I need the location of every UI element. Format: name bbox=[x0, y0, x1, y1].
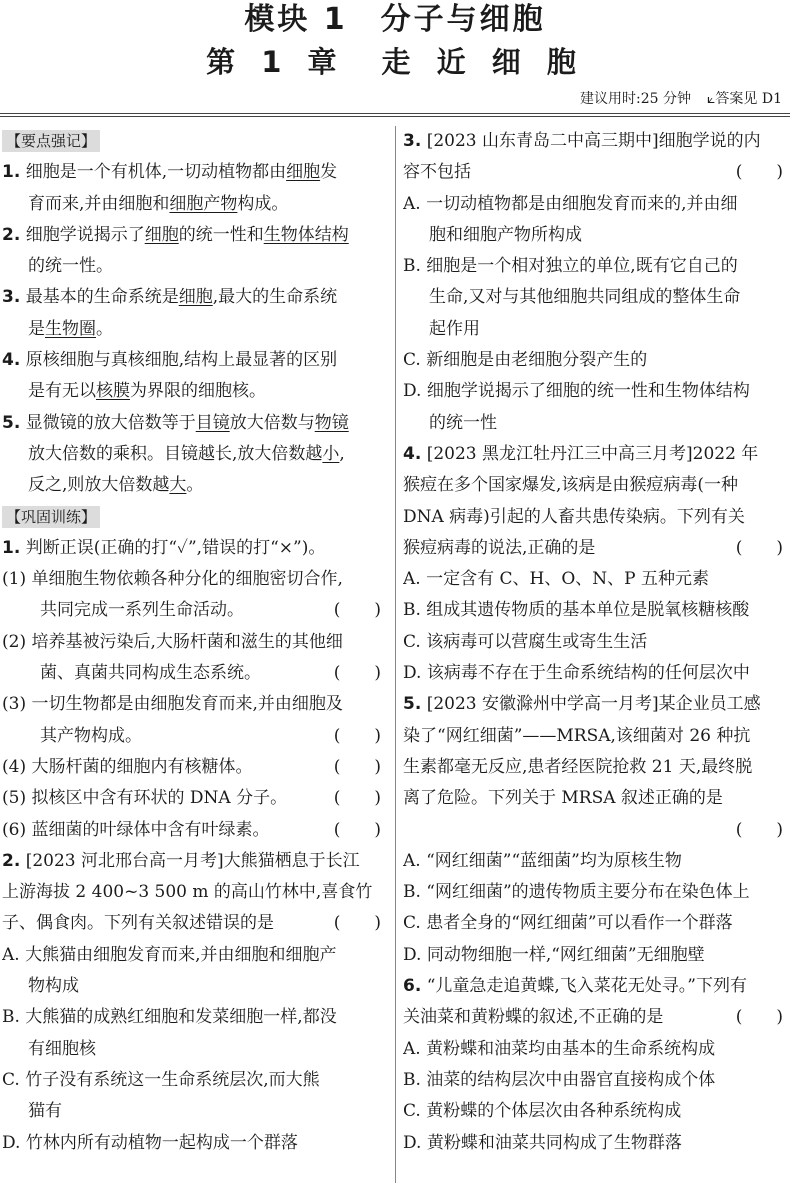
question-4-option-b[interactable]: B. 组成其遗传物质的基本单位是脱氧核糖核酸 bbox=[403, 600, 750, 621]
answer-blank[interactable]: ( ) bbox=[333, 913, 381, 934]
question-3-option-b-cont-2: 起作用 bbox=[429, 318, 480, 339]
time-info bbox=[580, 89, 782, 109]
answer-blank[interactable]: ( ) bbox=[333, 663, 381, 684]
question-1-item-6: (6) 蓝细菌的叶绿体中含有叶绿素。 ( ) bbox=[2, 815, 385, 846]
question-5-answer-line bbox=[403, 815, 787, 846]
question-3-option-d[interactable]: D. 细胞学说揭示了细胞的统一性和生物体结构 bbox=[403, 381, 750, 402]
question-4-stem-cont: 猴痘在多个国家爆发,该病是由猴痘病毒(一种 bbox=[403, 475, 739, 496]
question-6-option-b[interactable]: B. 油菜的结构层次中由器官直接构成个体 bbox=[403, 1069, 716, 1090]
question-1-item-3: (3) 一切生物都是由细胞发育而来,并由细胞及 bbox=[2, 694, 343, 715]
question-3-option-a-cont: 胞和细胞产物所构成 bbox=[429, 224, 582, 245]
question-6-option-c[interactable]: C. 黄粉蝶的个体层次由各种系统构成 bbox=[403, 1101, 682, 1122]
question-1-item-4: (4) 大肠杆菌的细胞内有核糖体。 ( ) bbox=[2, 752, 385, 783]
question-4-stem: 4. [2023 黑龙江牡丹江三中高三月考]2022 年 bbox=[403, 443, 759, 464]
question-5-stem: 5. [2023 安徽滁州中学高一月考]某企业员工感 bbox=[403, 694, 761, 715]
section-heading-practice: 【巩固训练】 bbox=[2, 502, 385, 533]
question-3-option-a[interactable]: A. 一切动植物都是由细胞发育而来的,并由细 bbox=[403, 193, 738, 214]
question-6-option-d[interactable]: D. 黄粉蝶和油菜共同构成了生物群落 bbox=[403, 1132, 682, 1153]
header-divider-2 bbox=[0, 116, 790, 117]
key-point-1: 1. 细胞是一个有机体,一切动植物都由细胞发 bbox=[2, 162, 338, 183]
answer-reference: ⟀答案见 D1 bbox=[707, 91, 782, 107]
question-2-option-c-cont: 猫有 bbox=[28, 1101, 62, 1122]
question-2-option-a-cont: 物构成 bbox=[28, 976, 79, 997]
question-5-option-d[interactable]: D. 同动物细胞一样,“网红细菌”无细胞壁 bbox=[403, 944, 705, 965]
column-divider bbox=[395, 126, 396, 1183]
module-title: 模块 1 分子与细胞 bbox=[244, 2, 546, 37]
question-1-item-1-cont: 共同完成一系列生命活动。 ( ) bbox=[2, 595, 385, 626]
question-4-option-a[interactable]: A. 一定含有 C、H、O、N、P 五种元素 bbox=[403, 569, 709, 590]
question-4-option-c[interactable]: C. 该病毒可以营腐生或寄生生活 bbox=[403, 631, 648, 652]
question-1-stem: 1. 判断正误(正确的打“✓”,错误的打“×”)。 bbox=[2, 537, 326, 558]
question-5-option-a[interactable]: A. “网红细菌”“蓝细菌”均为原核生物 bbox=[403, 850, 682, 871]
question-2-option-c[interactable]: C. 竹子没有系统这一生命系统层次,而大熊 bbox=[2, 1069, 320, 1090]
question-1-item-5: (5) 拟核区中含有环状的 DNA 分子。 ( ) bbox=[2, 783, 385, 814]
left-column bbox=[2, 126, 385, 1159]
question-1-item-1: (1) 单细胞生物依赖各种分化的细胞密切合作, bbox=[2, 569, 343, 590]
key-point-4: 4. 原核细胞与真核细胞,结构上最显著的区别 bbox=[2, 350, 338, 371]
question-3-stem-cont: 容不包括 ( ) bbox=[403, 157, 787, 188]
answer-blank[interactable]: ( ) bbox=[333, 788, 381, 809]
key-point-5: 5. 显微镜的放大倍数等于目镜放大倍数与物镜 bbox=[2, 412, 349, 433]
question-6-stem-cont: 关油菜和黄粉蝶的叙述,不正确的是 ( ) bbox=[403, 1002, 787, 1033]
chapter-title: 第 1 章 走 近 细 胞 bbox=[206, 45, 584, 79]
question-4-stem-cont-2: DNA 病毒)引起的人畜共患传染病。下列有关 bbox=[403, 506, 745, 527]
key-point-5-cont-2: 反之,则放大倍数越大。 bbox=[28, 475, 204, 496]
suggested-time: 建议用时:25 分钟 bbox=[580, 91, 692, 107]
answer-blank[interactable]: ( ) bbox=[333, 725, 381, 746]
answer-blank[interactable]: ( ) bbox=[735, 1007, 783, 1028]
right-column bbox=[403, 126, 787, 1159]
section-heading-key-points: 【要点强记】 bbox=[2, 126, 385, 157]
key-point-3-cont: 是生物圈。 bbox=[28, 318, 113, 339]
question-2-option-b[interactable]: B. 大熊猫的成熟红细胞和发菜细胞一样,都没 bbox=[2, 1007, 337, 1028]
key-point-4-cont: 是有无以核膜为界限的细胞核。 bbox=[28, 381, 266, 402]
answer-blank[interactable]: ( ) bbox=[333, 756, 381, 777]
question-3-option-d-cont: 的统一性 bbox=[429, 412, 497, 433]
question-3-option-b[interactable]: B. 细胞是一个相对独立的单位,既有它自己的 bbox=[403, 256, 738, 277]
question-1-item-2-cont: 菌、真菌共同构成生态系统。 ( ) bbox=[2, 658, 385, 689]
question-5-stem-cont: 染了“网红细菌”——MRSA,该细菌对 26 种抗 bbox=[403, 725, 751, 746]
question-2-stem: 2. [2023 河北邢台高一月考]大熊猫栖息于长江 bbox=[2, 850, 360, 871]
question-5-option-c[interactable]: C. 患者全身的“网红细菌”可以看作一个群落 bbox=[403, 913, 733, 934]
key-point-5-cont: 放大倍数的乘积。目镜越长,放大倍数越小, bbox=[28, 443, 345, 464]
question-3-option-b-cont: 生命,又对与其他细胞共同组成的整体生命 bbox=[429, 287, 741, 308]
key-point-3: 3. 最基本的生命系统是细胞,最大的生命系统 bbox=[2, 287, 338, 308]
question-4-option-d[interactable]: D. 该病毒不存在于生命系统结构的任何层次中 bbox=[403, 663, 750, 684]
key-point-1-cont: 育而来,并由细胞和细胞产物构成。 bbox=[28, 193, 289, 214]
question-6-stem: 6. “儿童急走追黄蝶,飞入菜花无处寻。”下列有 bbox=[403, 976, 747, 997]
question-3-option-c[interactable]: C. 新细胞是由老细胞分裂产生的 bbox=[403, 350, 648, 371]
question-2-option-a[interactable]: A. 大熊猫由细胞发育而来,并由细胞和细胞产 bbox=[2, 944, 337, 965]
question-2-stem-cont: 上游海拔 2 400~3 500 m 的高山竹林中,喜食竹 bbox=[2, 882, 373, 903]
question-3-stem: 3. [2023 山东青岛二中高三期中]细胞学说的内 bbox=[403, 131, 761, 151]
answer-blank[interactable]: ( ) bbox=[333, 600, 381, 621]
question-2-option-d[interactable]: D. 竹林内所有动植物一起构成一个群落 bbox=[2, 1132, 298, 1153]
question-2-option-b-cont: 有细胞核 bbox=[28, 1038, 96, 1059]
question-1-item-2: (2) 培养基被污染后,大肠杆菌和滋生的其他细 bbox=[2, 631, 343, 652]
question-6-option-a[interactable]: A. 黄粉蝶和油菜均由基本的生命系统构成 bbox=[403, 1038, 716, 1059]
answer-blank[interactable]: ( ) bbox=[333, 819, 381, 840]
answer-blank[interactable]: ( ) bbox=[735, 819, 783, 840]
answer-blank[interactable]: ( ) bbox=[735, 162, 783, 183]
key-point-2-cont: 的统一性。 bbox=[28, 256, 113, 277]
question-2-stem-cont-2: 子、偶食肉。下列有关叙述错误的是 ( ) bbox=[2, 908, 385, 939]
question-5-stem-cont-2: 生素都毫无反应,患者经医院抢救 21 天,最终脱 bbox=[403, 756, 753, 777]
question-5-option-b[interactable]: B. “网红细菌”的遗传物质主要分布在染色体上 bbox=[403, 882, 750, 903]
answer-blank[interactable]: ( ) bbox=[735, 537, 783, 558]
question-4-stem-cont-3: 猴痘病毒的说法,正确的是 ( ) bbox=[403, 533, 787, 564]
question-5-stem-cont-3: 离了危险。下列关于 MRSA 叙述正确的是 bbox=[403, 788, 723, 809]
header-divider bbox=[0, 113, 790, 114]
question-1-item-3-cont: 其产物构成。 ( ) bbox=[2, 721, 385, 752]
key-point-2: 2. 细胞学说揭示了细胞的统一性和生物体结构 bbox=[2, 224, 349, 245]
